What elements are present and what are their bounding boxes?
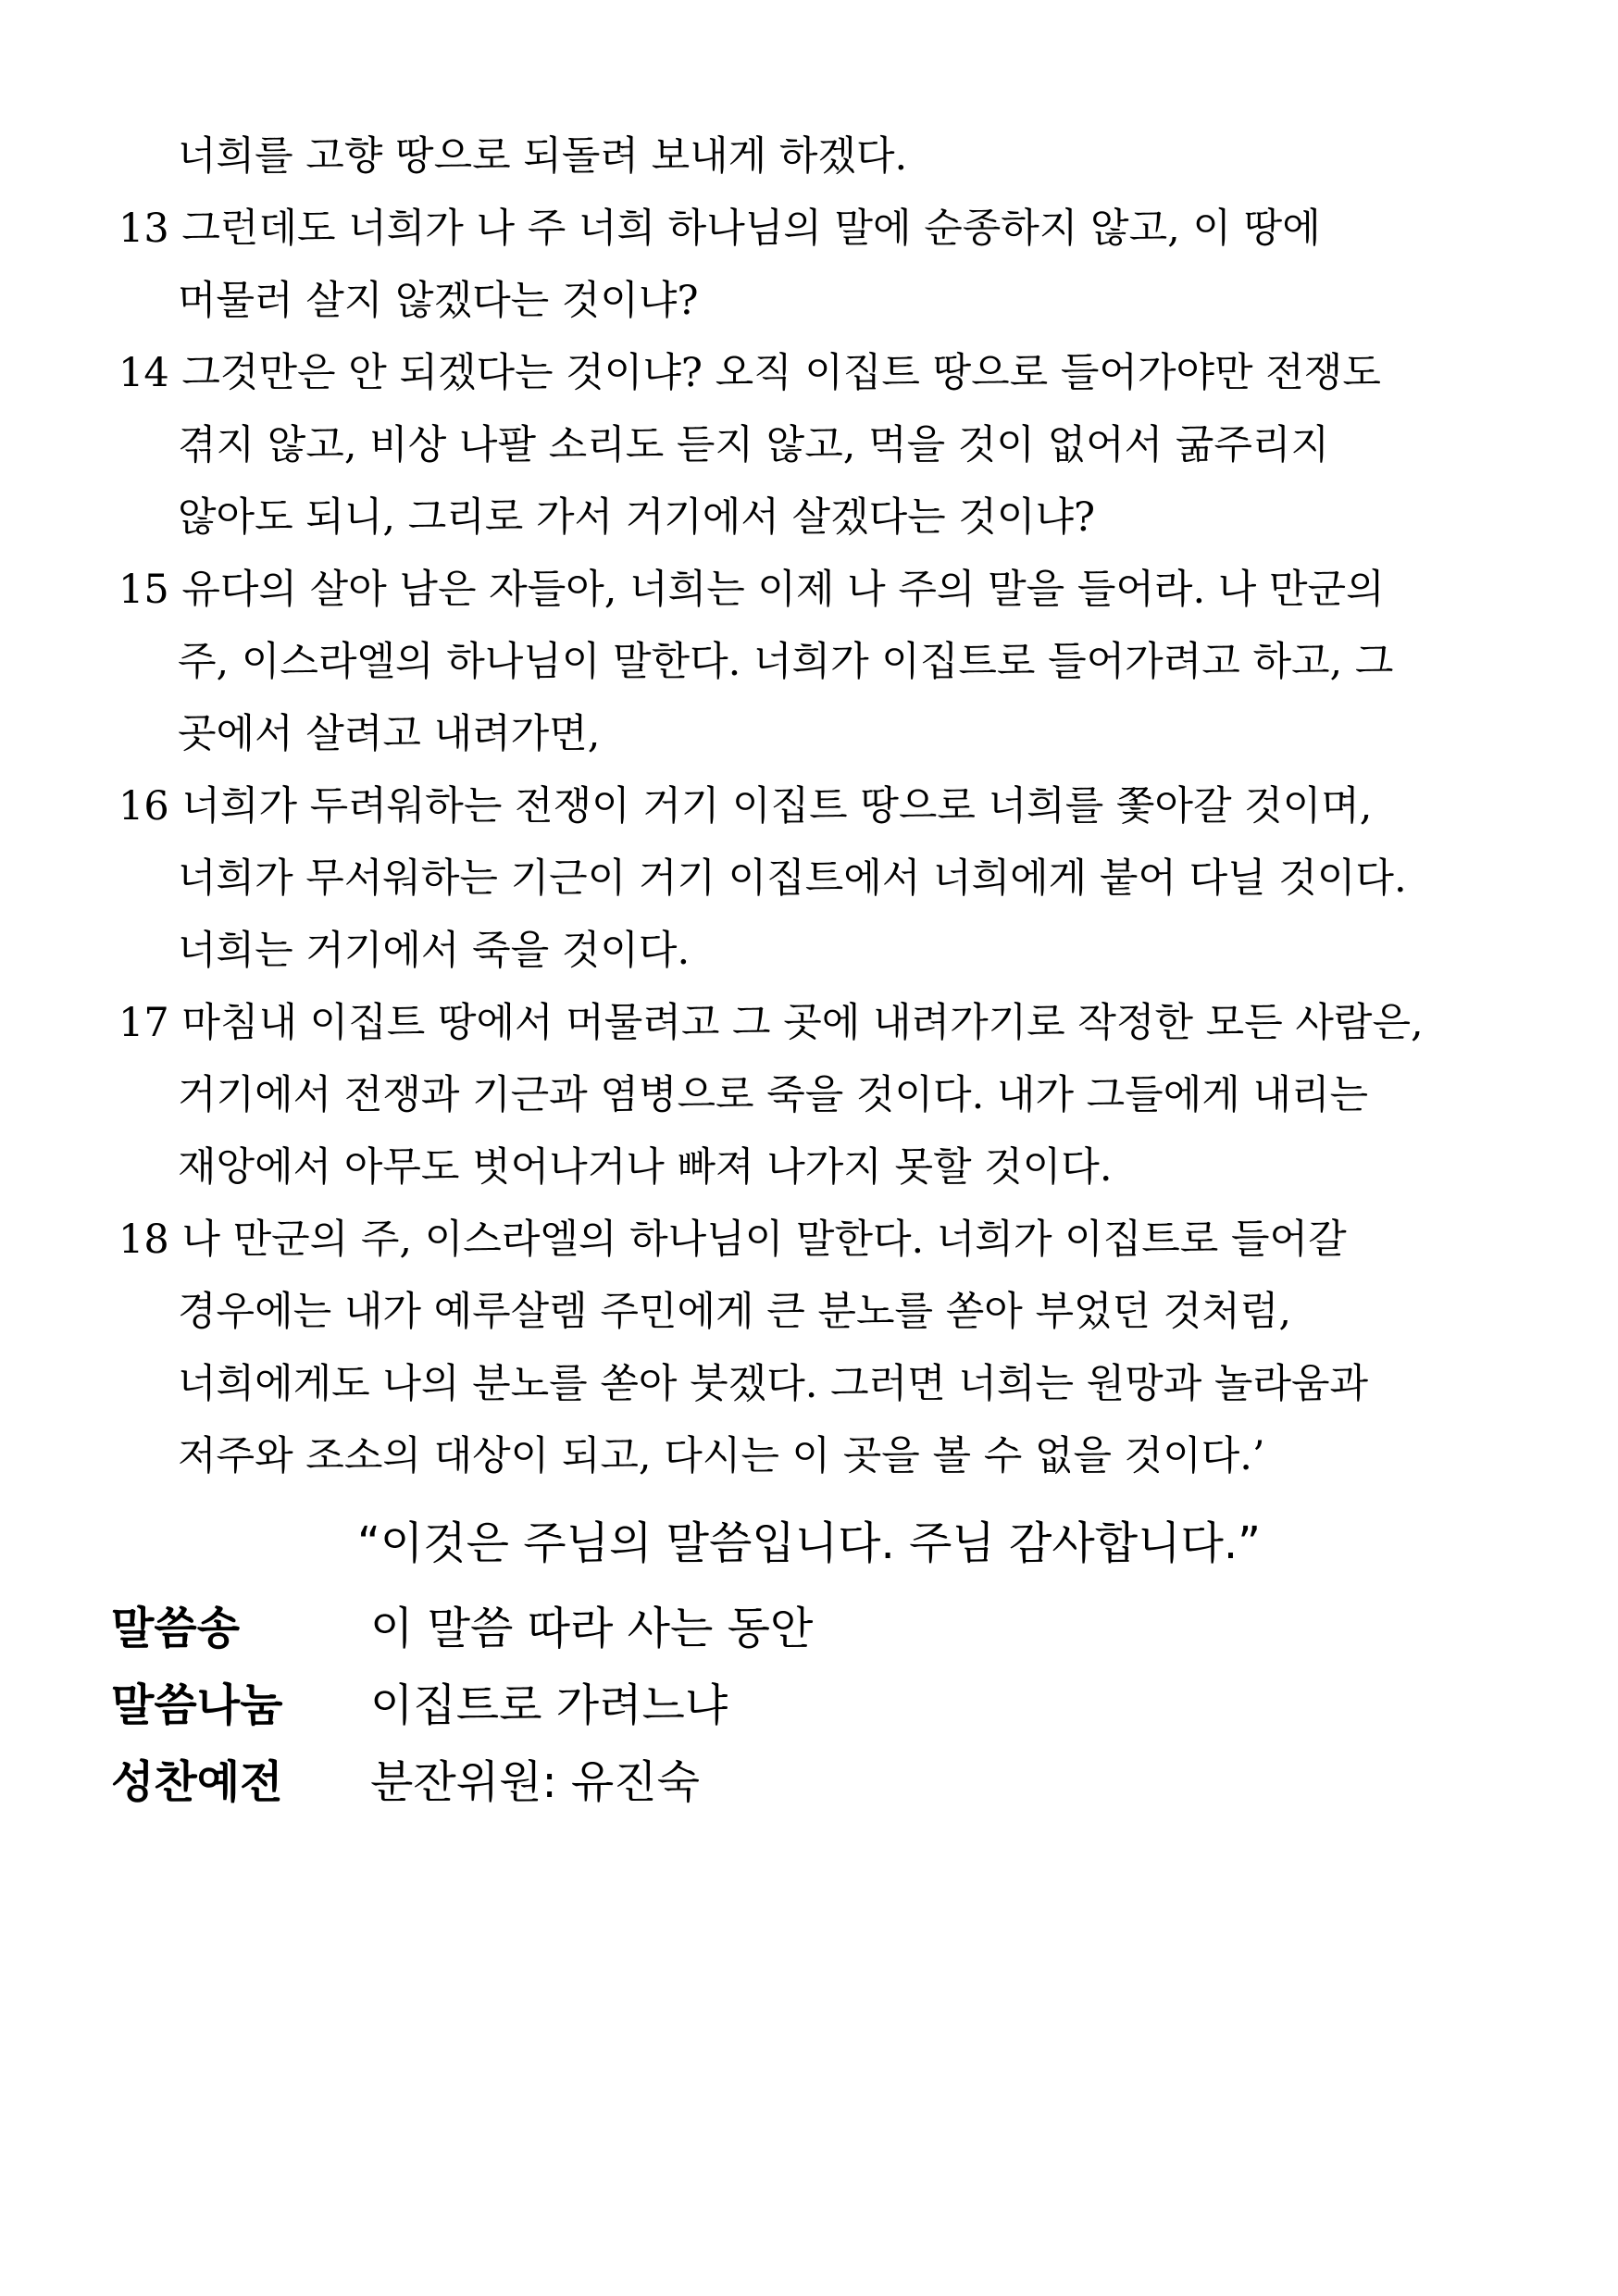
verse-first-line (118, 770, 1544, 842)
verse-number: 14 (118, 350, 169, 396)
verse-15 (118, 554, 1544, 770)
verse-16 (118, 770, 1544, 987)
verse-line: 겪지 않고, 비상 나팔 소리도 듣지 않고, 먹을 것이 없어서 굶주리지 (178, 422, 1330, 468)
verse-line: 너희에게도 나의 분노를 쏟아 붓겠다. 그러면 너희는 원망과 놀라움과 (178, 1361, 1369, 1407)
scripture-text (118, 120, 1544, 1492)
verse-line: 너희를 고향 땅으로 되돌려 보내게 하겠다. (178, 133, 908, 180)
verse-line: 유다의 살아 남은 자들아, 너희는 이제 나 주의 말을 들어라. 나 만군의 (181, 567, 1385, 613)
service-order-value: 이집트로 가려느냐 (370, 1679, 728, 1731)
service-order-label: 말씀나눔 (111, 1679, 283, 1731)
service-order-row (111, 1744, 813, 1821)
verse-number: 17 (118, 1000, 169, 1046)
service-order-value: 이 말씀 따라 사는 동안 (370, 1603, 814, 1654)
verse-line: 경우에는 내가 예루살렘 주민에게 큰 분노를 쏟아 부었던 것처럼, (178, 1289, 1292, 1335)
service-order (111, 1591, 813, 1821)
verse-line: 주, 이스라엘의 하나님이 말한다. 너희가 이집트로 들어가려고 하고, 그 (178, 639, 1394, 685)
service-order-row (111, 1591, 813, 1667)
verse-12-continuation (118, 120, 1544, 193)
verse-first-line (118, 554, 1544, 626)
verse-line: 그런데도 너희가 나 주 너희 하나님의 말에 순종하지 않고, 이 땅에 (181, 206, 1321, 252)
verse-first-line (118, 193, 1544, 265)
verse-first-line (118, 337, 1544, 409)
verse-line: 않아도 되니, 그리로 가서 거기에서 살겠다는 것이냐? (178, 494, 1096, 541)
verse-line: 너희가 두려워하는 전쟁이 거기 이집트 땅으로 너희를 쫓아갈 것이며, (181, 783, 1373, 830)
verse-line: 나 만군의 주, 이스라엘의 하나님이 말한다. 너희가 이집트로 들어갈 (181, 1217, 1347, 1263)
service-order-value: 분잔위원: 유진숙 (370, 1756, 701, 1808)
verse-number: 15 (118, 567, 169, 613)
closing-response: “이것은 주님의 말씀입니다. 주님 감사합니다.” (357, 1517, 1261, 1569)
verse-line: 너희는 거기에서 죽을 것이다. (178, 928, 691, 974)
verse-number: 18 (118, 1217, 169, 1263)
verse-line: 거기에서 전쟁과 기근과 염병으로 죽을 것이다. 내가 그들에게 내리는 (178, 1072, 1369, 1118)
service-order-row (111, 1667, 813, 1744)
verse-line: 곳에서 살려고 내려가면, (178, 711, 601, 757)
service-order-label: 말씀송 (111, 1603, 241, 1654)
verse-18 (118, 1204, 1544, 1492)
verse-line: 머물러 살지 않겠다는 것이냐? (178, 278, 699, 324)
verse-line: 그것만은 안 되겠다는 것이냐? 오직 이집트 땅으로 들어가야만 전쟁도 (181, 350, 1381, 396)
verse-14 (118, 337, 1544, 554)
verse-17 (118, 987, 1544, 1204)
service-order-label: 성찬예전 (111, 1756, 283, 1808)
verse-first-line (118, 987, 1544, 1059)
verse-line: 재앙에서 아무도 벗어나거나 빠져 나가지 못할 것이다. (178, 1144, 1113, 1191)
verse-number: 13 (118, 206, 169, 252)
verse-line: 마침내 이집트 땅에서 머물려고 그 곳에 내려가기로 작정한 모든 사람은, (181, 1000, 1424, 1046)
verse-13 (118, 193, 1544, 337)
verse-first-line (118, 1204, 1544, 1276)
verse-line: 저주와 조소의 대상이 되고, 다시는 이 곳을 볼 수 없을 것이다.’ (178, 1433, 1265, 1479)
verse-line: 너희가 무서워하는 기근이 거기 이집트에서 너희에게 붙어 다닐 것이다. (178, 855, 1407, 902)
verse-number: 16 (118, 783, 169, 830)
